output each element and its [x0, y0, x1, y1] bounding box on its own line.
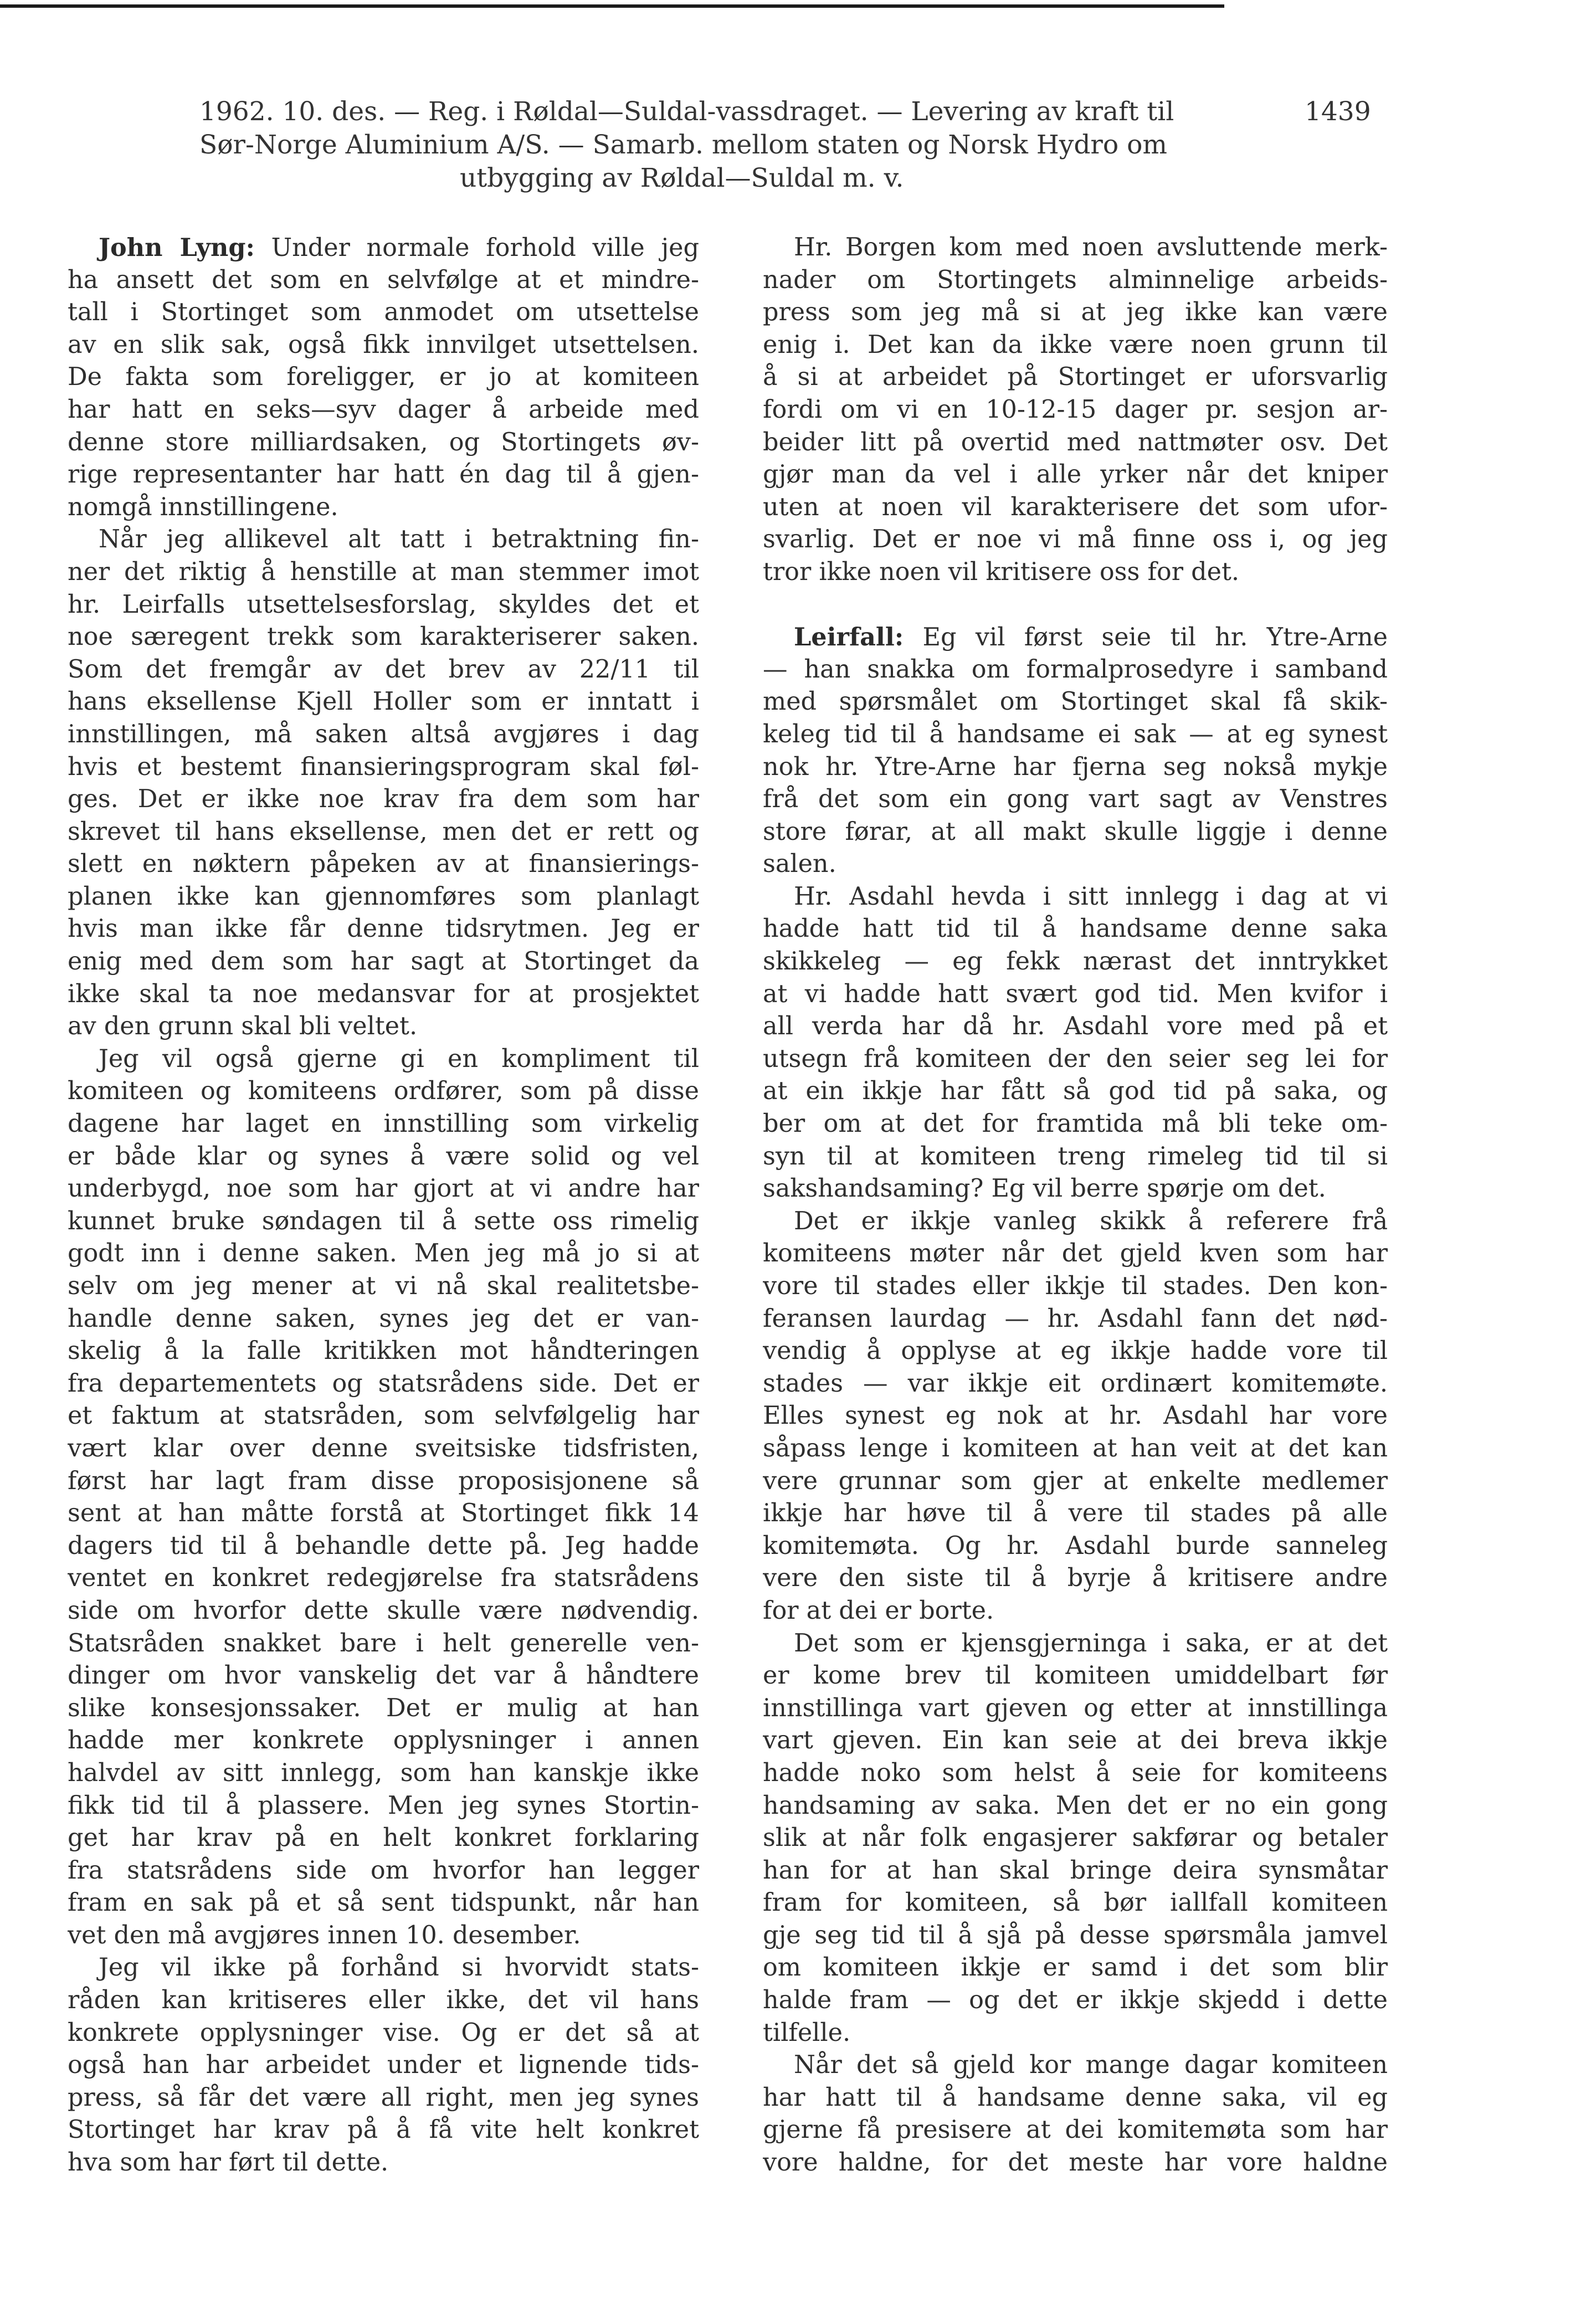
- header-line-3: utbygging av Røldal—Suldal m. v.: [460, 163, 904, 193]
- text-line: av den grunn skal bli veltet.: [68, 1012, 418, 1041]
- text-line: komiteen og komiteens ordfører, som på disse: [68, 1077, 699, 1106]
- text-line: nok hr. Ytre-Arne har fjerna seg nokså mykje: [763, 752, 1388, 781]
- text-line: vere den siste til å byrje å kritisere andre: [763, 1564, 1388, 1593]
- text-line: ges. Det er ikke noe krav fra dem som har: [68, 785, 699, 814]
- text-line: såpass lenge i komiteen at han veit at det kan: [763, 1434, 1388, 1463]
- text-line: råden kan kritiseres eller ikke, det vil hans: [68, 1986, 699, 2015]
- text-line: utsegn frå komiteen der den seier seg lei for: [763, 1044, 1388, 1073]
- opening-text: Eg vil først seie til hr. Ytre-Arne: [904, 623, 1388, 652]
- text-line: hva som har ført til dette.: [68, 2148, 389, 2177]
- text-line: et faktum at statsråden, som selvfølgelig har: [68, 1402, 699, 1430]
- text-line: hans eksellense Kjell Holler som er inntatt i: [68, 687, 699, 716]
- text-line: handsaming av saka. Men det er no ein gong: [763, 1791, 1388, 1820]
- text-line: De fakta som foreligger, er jo at komiteen: [68, 363, 699, 392]
- text-line: gjerne få presisere at dei komitemøta som har: [763, 2116, 1388, 2144]
- text-line: planen ikke kan gjennomføres som planlagt: [68, 882, 699, 911]
- right-block-borgen-reply: [763, 232, 1388, 589]
- text-line: handle denne saken, synes jeg det er van-: [68, 1304, 699, 1333]
- text-line: dagene har laget en innstilling som virkelig: [68, 1110, 699, 1138]
- text-line: at vi hadde hatt svært god tid. Men kvifor i: [763, 979, 1388, 1008]
- text-line: — han snakka om formalprosedyre i samband: [763, 655, 1388, 684]
- text-line: stades — var ikkje eit ordinært komitemøte.: [763, 1369, 1388, 1398]
- text-line: fikk tid til å plassere. Men jeg synes Stortin-: [68, 1791, 699, 1820]
- text-line: vendig å opplyse at eg ikkje hadde vore til: [763, 1337, 1388, 1366]
- text-line: vet den må avgjøres innen 10. desember.: [68, 1921, 581, 1949]
- text-line: hvis et bestemt finansieringsprogram skal føl-: [68, 752, 699, 781]
- text-line: er både klar og synes å være solid og vel: [68, 1142, 699, 1171]
- text-line: slik at når folk engasjerer sakførar og betaler: [763, 1824, 1388, 1853]
- text-line: gje seg tid til å sjå på desse spørsmåla jamvel: [763, 1921, 1388, 1949]
- header-line-2: Sør-Norge Aluminium A/S. — Samarb. mellom staten og Norsk Hydro om: [199, 130, 1167, 160]
- text-line: frå det som ein gong vart sagt av Venstres: [763, 785, 1388, 814]
- top-rule: [0, 4, 1224, 8]
- text-line: selv om jeg mener at vi nå skal realitetsbe-: [68, 1272, 699, 1300]
- text-line: Statsråden snakket bare i helt generelle ven-: [68, 1629, 699, 1658]
- text-line: hr. Leirfalls utsettelsesforslag, skyldes det et: [68, 590, 699, 619]
- text-line: vore til stades eller ikkje til stades. Den kon-: [763, 1272, 1388, 1300]
- text-line: Hr. Borgen kom med noen avsluttende merk-: [794, 233, 1388, 261]
- text-line: ventet en konkret redegjørelse fra statsrådens: [68, 1564, 699, 1593]
- text-line: skikkeleg — eg fekk nærast det inntrykket: [763, 947, 1388, 976]
- text-line: Når det så gjeld kor mange dagar komiteen: [794, 2051, 1388, 2080]
- speaker-name: Leirfall:: [794, 623, 904, 652]
- text-line: ha ansett det som en selvfølge at et mindre-: [68, 265, 699, 294]
- text-line: tall i Stortinget som anmodet om utsettelse: [68, 298, 699, 327]
- text-line: er kome brev til komiteen umiddelbart før: [763, 1661, 1388, 1690]
- text-line: nomgå innstillingene.: [68, 492, 338, 521]
- text-line: vore haldne, for det meste har vore haldne: [763, 2148, 1388, 2177]
- text-line: syn til at komiteen treng rimeleg tid til si: [763, 1142, 1388, 1171]
- text-line: Stortinget har krav på å få vite helt konkret: [68, 2116, 699, 2144]
- text-line: også han har arbeidet under et lignende tids-: [68, 2051, 699, 2080]
- text-line: hadde hatt tid til å handsame denne saka: [763, 915, 1388, 943]
- text-line: uten at noen vil karakterisere det som ufor-: [763, 492, 1388, 521]
- text-line: salen.: [763, 850, 837, 879]
- text-line: dinger om hvor vanskelig det var å håndtere: [68, 1661, 699, 1690]
- opening-text: Under normale forhold ville jeg: [254, 234, 699, 262]
- text-line: å si at arbeidet på Stortinget er uforsvarlig: [763, 363, 1388, 392]
- text-line: nader om Stortingets alminnelige arbeids-: [763, 265, 1388, 294]
- text-line: om komiteen ikkje er samd i det som blir: [763, 1953, 1388, 1982]
- text-line: keleg tid til å handsame ei sak — at eg synest: [763, 720, 1388, 748]
- text-line: slett en nøktern påpeken av at finansierings-: [68, 850, 699, 879]
- text-line: har hatt til å handsame denne saka, vil eg: [763, 2083, 1388, 2112]
- text-line: underbygd, noe som har gjort at vi andre har: [68, 1174, 699, 1203]
- text-line: skelig å la falle kritikken mot håndteringen: [68, 1337, 699, 1366]
- text-line: get har krav på en helt konkret forklaring: [68, 1824, 699, 1853]
- text-line: sent at han måtte forstå at Stortinget fikk 14: [68, 1499, 699, 1528]
- text-line: halvdel av sitt innlegg, som han kanskje ikke: [68, 1758, 699, 1787]
- text-line: Det er ikkje vanleg skikk å referere frå: [794, 1207, 1388, 1235]
- text-line: Elles synest eg nok at hr. Asdahl har vore: [763, 1402, 1388, 1430]
- text-line: fram en sak på et så sent tidspunkt, når han: [68, 1889, 699, 1917]
- text-line: vært klar over denne sveitsiske tidsfristen,: [68, 1434, 699, 1463]
- text-line: hadde mer konkrete opplysninger i annen: [68, 1726, 699, 1755]
- text-line: sakshandsaming? Eg vil berre spørje om det.: [763, 1174, 1326, 1203]
- text-line: ikkje har høve til å vere til stades på alle: [763, 1499, 1388, 1528]
- text-line: ikke skal ta noe medansvar for at prosjektet: [68, 979, 699, 1008]
- speaker-name: John Lyng:: [99, 233, 255, 262]
- text-line: enig i. Det kan da ikke være noen grunn til: [763, 330, 1388, 359]
- text-line: komitemøta. Og hr. Asdahl burde sanneleg: [763, 1531, 1388, 1560]
- text-line: fra statsrådens side om hvorfor han legger: [68, 1856, 699, 1885]
- text-line: kunnet bruke søndagen til å sette oss rimelig: [68, 1207, 699, 1235]
- text-line: at ein ikkje har fått så god tid på saka, og: [763, 1077, 1388, 1106]
- text-line: enig med dem som har sagt at Stortinget da: [68, 947, 699, 976]
- text-line: vart gjeven. Ein kan seie at dei breva ikkje: [763, 1726, 1388, 1755]
- text-line: Når jeg allikevel alt tatt i betraktning fin-: [99, 525, 699, 554]
- speech-opening-line: [68, 232, 699, 264]
- text-line: for at dei er borte.: [763, 1596, 994, 1625]
- text-line: feransen laurdag — hr. Asdahl fann det nød-: [763, 1304, 1388, 1333]
- text-line: Jeg vil ikke på forhånd si hvorvidt stats-: [99, 1953, 699, 1982]
- text-line: noe særegent trekk som karakteriserer saken.: [68, 623, 699, 651]
- right-column: [763, 232, 1388, 2179]
- speech-opening-line: [763, 621, 1388, 654]
- running-header: [199, 95, 1396, 195]
- text-line: fram for komiteen, så bør iallfall komiteen: [763, 1889, 1388, 1917]
- text-line: skrevet til hans eksellense, men det er rett og: [68, 817, 699, 846]
- text-line: dagers tid til å behandle dette på. Jeg hadde: [68, 1531, 699, 1560]
- text-line: hadde noko som helst å seie for komiteens: [763, 1758, 1388, 1787]
- section-gap: [763, 589, 1388, 622]
- text-line: denne store milliardsaken, og Stortingets øv-: [68, 428, 699, 456]
- text-line: innstillingen, må saken altså avgjøres i dag: [68, 720, 699, 748]
- text-line: godt inn i denne saken. Men jeg må jo si at: [68, 1239, 699, 1268]
- text-line: rige representanter har hatt én dag til å gjen-: [68, 460, 699, 489]
- text-line: med spørsmålet om Stortinget skal få skik-: [763, 687, 1388, 716]
- text-line: fordi om vi en 10-12-15 dager pr. sesjon ar-: [763, 395, 1388, 424]
- text-line: ber om at det for framtida må bli teke om-: [763, 1110, 1388, 1138]
- text-line: ner det riktig å henstille at man stemmer imot: [68, 557, 699, 586]
- text-line: Hr. Asdahl hevda i sitt innlegg i dag at vi: [794, 882, 1388, 911]
- text-line: gjør man da vel i alle yrker når det kniper: [763, 460, 1388, 489]
- text-line: halde fram — og det er ikkje skjedd i dette: [763, 1986, 1388, 2015]
- text-line: all verda har då hr. Asdahl vore med på et: [763, 1012, 1388, 1041]
- left-column: [68, 232, 699, 2179]
- text-line: har hatt en seks—syv dager å arbeide med: [68, 395, 699, 424]
- page-number: 1439: [1305, 96, 1371, 127]
- text-line: han for at han skal bringe deira synsmåtar: [763, 1856, 1388, 1885]
- text-line: press, så får det være all right, men jeg synes: [68, 2083, 699, 2112]
- text-line: fra departementets og statsrådens side. Det er: [68, 1369, 699, 1398]
- header-line-1: 1962. 10. des. — Reg. i Røldal—Suldal-vassdraget. — Levering av kraft til: [199, 96, 1174, 127]
- text-line: side om hvorfor dette skulle være nødvendig.: [68, 1596, 699, 1625]
- text-line: av en slik sak, også fikk innvilget utsettelsen.: [68, 330, 699, 359]
- text-line: tilfelle.: [763, 2018, 851, 2047]
- text-line: Jeg vil også gjerne gi en kompliment til: [99, 1044, 699, 1073]
- text-line: Som det fremgår av det brev av 22/11 til: [68, 655, 699, 684]
- text-line: innstillinga vart gjeven og etter at innstillinga: [763, 1694, 1388, 1722]
- text-line: hvis man ikke får denne tidsrytmen. Jeg er: [68, 915, 699, 943]
- text-line: press som jeg må si at jeg ikke kan være: [763, 298, 1388, 327]
- text-line: tror ikke noen vil kritisere oss for det.: [763, 557, 1239, 586]
- text-line: først har lagt fram disse proposisjonene så: [68, 1466, 699, 1495]
- text-line: vere grunnar som gjer at enkelte medlemer: [763, 1466, 1388, 1495]
- text-line: store førar, at all makt skulle liggje i denne: [763, 817, 1388, 846]
- text-line: komiteens møter når det gjeld kven som har: [763, 1239, 1388, 1268]
- text-line: svarlig. Det er noe vi må finne oss i, og jeg: [763, 525, 1388, 554]
- text-line: beider litt på overtid med nattmøter osv. Det: [763, 428, 1388, 456]
- text-line: slike konsesjonssaker. Det er mulig at han: [68, 1694, 699, 1722]
- text-line: Det som er kjensgjerninga i saka, er at det: [794, 1629, 1388, 1658]
- text-line: konkrete opplysninger vise. Og er det så at: [68, 2018, 699, 2047]
